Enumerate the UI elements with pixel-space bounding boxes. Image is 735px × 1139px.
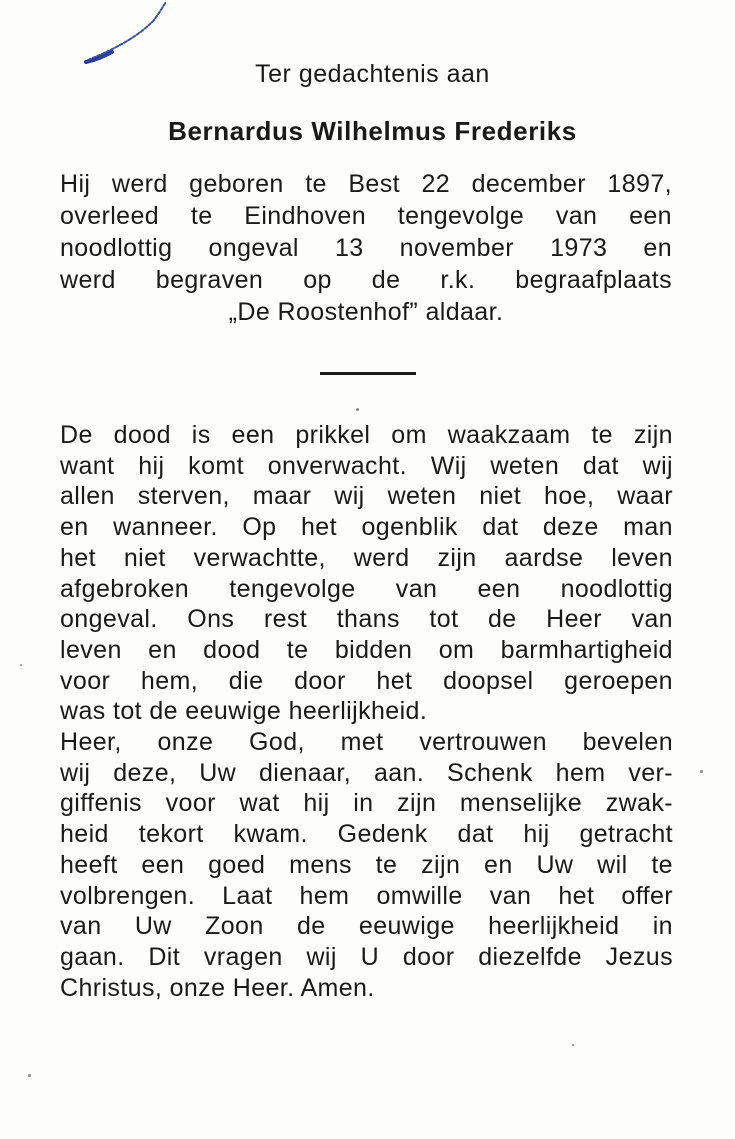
prayer-line: ongeval. Ons rest thans tot de Heer van — [60, 605, 673, 634]
bio-line: noodlottig ongeval 13 november 1973 en — [60, 234, 672, 262]
bio-line: werd begraven op de r.k. begraafplaats — [60, 266, 672, 294]
prayer-line: afgebroken tengevolge van een noodlottig — [60, 574, 673, 603]
bio-line: Hij werd geboren te Best 22 december 1897, — [60, 170, 672, 198]
prayer-line: heid tekort kwam. Gedenk dat hij getracht — [60, 820, 673, 849]
prayer-line: want hij komt onverwacht. Wij weten dat wij — [60, 451, 673, 480]
prayer-line: Christus, onze Heer. Amen. — [60, 973, 375, 1002]
dust-speck — [20, 664, 22, 666]
dust-speck — [28, 1074, 31, 1077]
prayer-line: De dood is een prikkel om waakzaam te zijn — [60, 421, 673, 449]
prayer-line: allen sterven, maar wij weten niet hoe, waar — [60, 482, 673, 511]
prayer-line: volbrengen. Laat hem omwille van het offer — [60, 881, 673, 910]
bio-line: „De Roostenhof” aldaar. — [228, 298, 504, 326]
prayer-text — [60, 420, 673, 1003]
prayer-line: en wanneer. Op het ogenblik dat deze man — [60, 513, 673, 542]
biography-text — [60, 168, 672, 328]
prayer-line: voor hem, die door het doopsel geroepen — [60, 666, 673, 695]
prayer-line: gaan. Dit vragen wij U door diezelfde Jezus — [60, 942, 673, 971]
prayer-line: van Uw Zoon de eeuwige heerlijkheid in — [60, 912, 673, 941]
dust-speck — [572, 1044, 574, 1046]
dust-speck — [700, 770, 703, 773]
divider-rule — [320, 372, 416, 375]
bio-line: overleed te Eindhoven tengevolge van een — [60, 202, 672, 230]
prayer-line: wij deze, Uw dienaar, aan. Schenk hem ver- — [60, 758, 673, 787]
prayer-line: heeft een goed mens te zijn en Uw wil te — [60, 850, 673, 879]
card-intro: Ter gedachtenis aan — [255, 60, 490, 88]
dust-speck — [356, 408, 359, 411]
prayer-line: was tot de eeuwige heerlijkheid. — [60, 697, 428, 726]
prayer-line: het niet verwachtte, werd zijn aardse leven — [60, 543, 673, 572]
deceased-name: Bernardus Wilhelmus Frederiks — [168, 116, 577, 146]
prayer-line: giffenis voor wat hij in zijn menselijke zwak- — [60, 789, 673, 818]
prayer-line: Heer, onze God, met vertrouwen bevelen — [60, 728, 673, 757]
prayer-line: leven en dood te bidden om barmhartigheid — [60, 635, 673, 664]
